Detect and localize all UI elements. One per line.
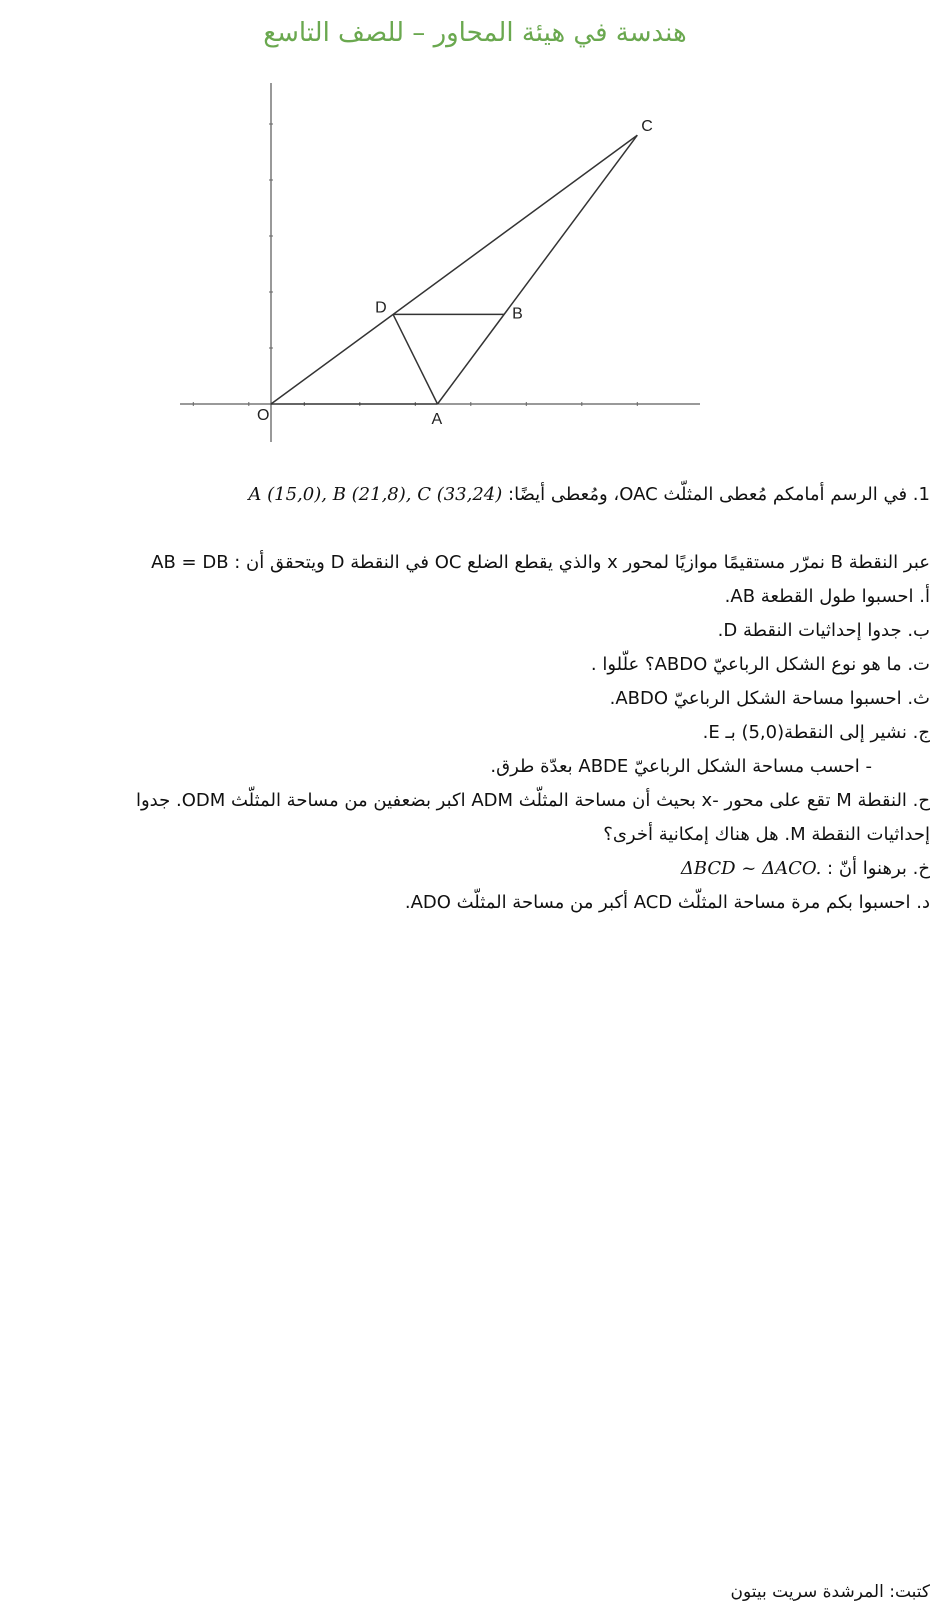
page-title: هندسة في هيئة المحاور – للصف التاسع — [263, 18, 687, 48]
segment-AC — [438, 135, 638, 404]
item-a: أ. احسبوا طول القطعة AB. — [724, 586, 930, 607]
triangle-figure — [175, 80, 705, 450]
question-1-intro: 1. في الرسم أمامكم مُعطى المثلّث OAC، ومُعطى أيضًا: A (15,0), B (21,8), C (33,24) — [248, 484, 930, 505]
point-label-A: A — [431, 411, 443, 428]
item-e: ج. نشير إلى النقطة(5,0) بـ E. — [702, 722, 930, 743]
item-f-line2: إحداثيات النقطة M. هل هناك إمكانية أخرى؟ — [603, 824, 930, 845]
point-label-O: O — [257, 407, 270, 424]
given-points: A (15,0), B (21,8), C (33,24) — [248, 484, 503, 505]
author-credit: كتبت: المرشدة سريت بيتون — [730, 1582, 930, 1602]
point-label-C: C — [641, 118, 653, 136]
segment-OC — [271, 135, 637, 404]
item-e-sub: - احسب مساحة الشكل الرباعيّ ABDE بعدّة طرق. — [490, 756, 872, 777]
item-g: خ. برهنوا أنّ : ΔBCD ~ ΔACO. — [680, 858, 930, 879]
point-label-D: D — [375, 299, 387, 317]
item-d: ث. احسبوا مساحة الشكل الرباعيّ ABDO. — [609, 688, 930, 709]
question-1-setup: عبر النقطة B نمرّر مستقيمًا موازيًا لمحور x والذي يقطع الضلع OC في النقطة D ويتحقق أن : AB = DB — [151, 552, 930, 573]
similarity-statement: ΔBCD ~ ΔACO. — [680, 858, 822, 879]
item-c: ت. ما هو نوع الشكل الرباعيّ ABDO؟ علّلوا . — [590, 654, 930, 675]
item-h: د. احسبوا بكم مرة مساحة المثلّث ACD أكبر من مساحة المثلّث ADO. — [404, 892, 930, 913]
item-f-line1: ح. النقطة M تقع على محور -x بحيث أن مساحة المثلّث ADM اكبر بضعفين من مساحة المثلّث ODM. جدوا — [135, 790, 930, 811]
segment-DA — [393, 314, 437, 404]
point-label-B: B — [512, 305, 523, 323]
item-b: ب. جدوا إحداثيات النقطة D. — [717, 620, 930, 641]
